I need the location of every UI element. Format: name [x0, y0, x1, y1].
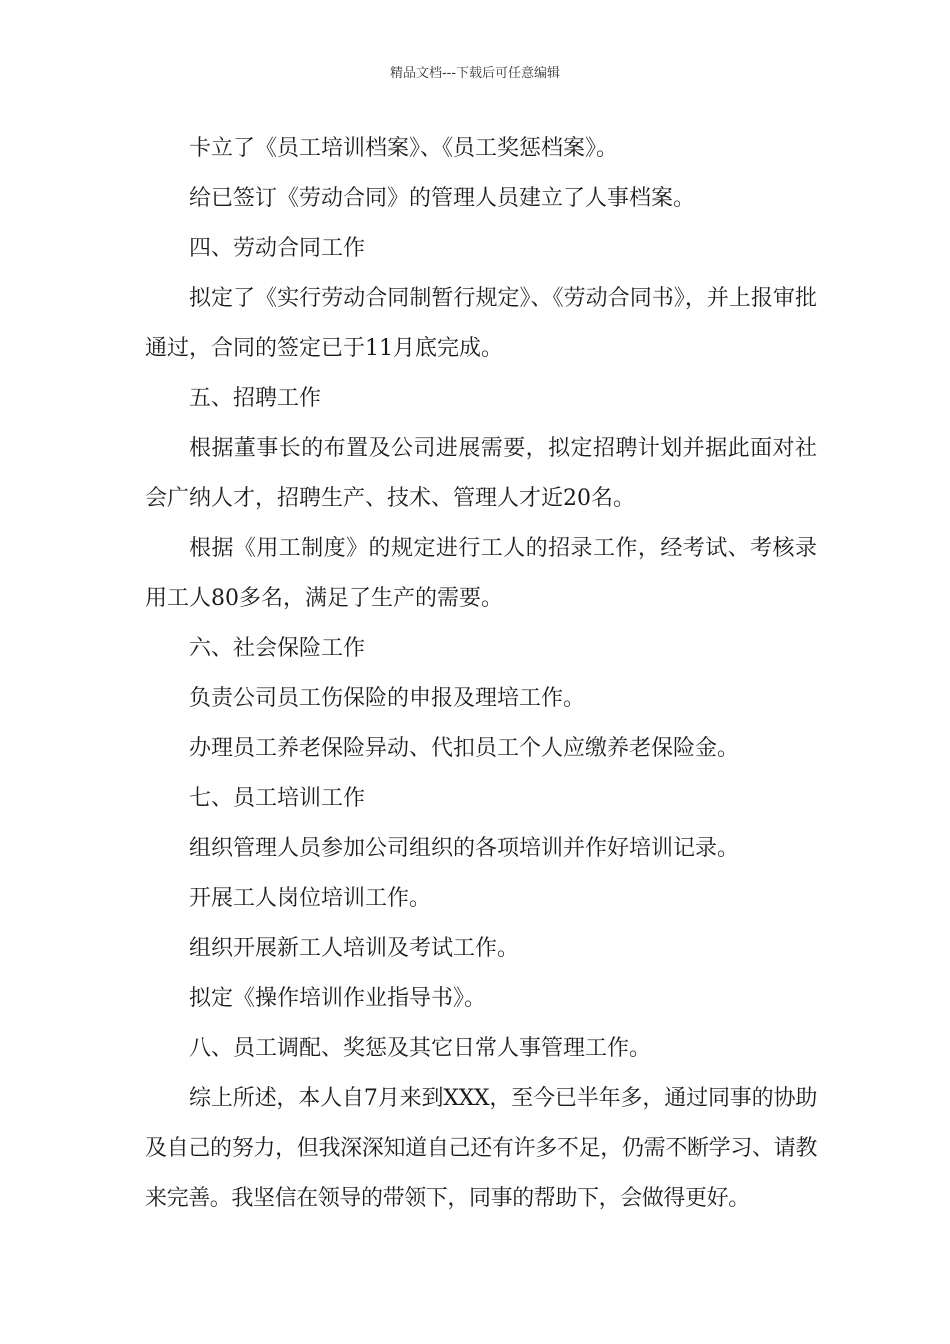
paragraph: 负责公司员工伤保险的申报及理培工作。 [189, 686, 586, 711]
section-heading: 四、劳动合同工作 [189, 236, 366, 261]
paragraph: 卡立了《员工培训档案》、《员工奖惩档案》。 [189, 136, 619, 161]
paragraph: 根据董事长的布置及公司进展需要，拟定招聘计划并据此面对社会广纳人才，招聘生产、技术、管理人才近20名。 [145, 436, 817, 511]
section-heading: 五、招聘工作 [189, 386, 322, 411]
paragraph: 综上所述，本人自7月来到XXX，至今已半年多，通过同事的协助及自己的努力，但我深深知道自己还有许多不足，仍需不断学习、请教来完善。我坚信在领导的带领下，同事的帮助下，会做得更好。 [145, 1086, 817, 1211]
section-heading: 八、员工调配、奖惩及其它日常人事管理工作。 [189, 1036, 652, 1061]
document-body [145, 124, 817, 1224]
paragraph: 开展工人岗位培训工作。 [189, 886, 432, 911]
page-header: 精品文档---下载后可任意编辑 [389, 66, 561, 81]
paragraph: 拟定《操作培训作业指导书》。 [189, 986, 487, 1011]
paragraph: 办理员工养老保险异动、代扣员工个人应缴养老保险金。 [189, 736, 740, 761]
paragraph: 拟定了《实行劳动合同制暂行规定》、《劳动合同书》，并上报审批通过，合同的签定已于11月底完成。 [145, 286, 817, 361]
paragraph: 给已签订《劳动合同》的管理人员建立了人事档案。 [189, 186, 696, 211]
section-heading: 六、社会保险工作 [189, 636, 366, 661]
section-heading: 七、员工培训工作 [189, 786, 366, 811]
paragraph: 根据《用工制度》的规定进行工人的招录工作，经考试、考核录用工人80多名，满足了生产的需要。 [145, 536, 817, 611]
paragraph: 组织开展新工人培训及考试工作。 [189, 936, 520, 961]
paragraph: 组织管理人员参加公司组织的各项培训并作好培训记录。 [189, 836, 740, 861]
